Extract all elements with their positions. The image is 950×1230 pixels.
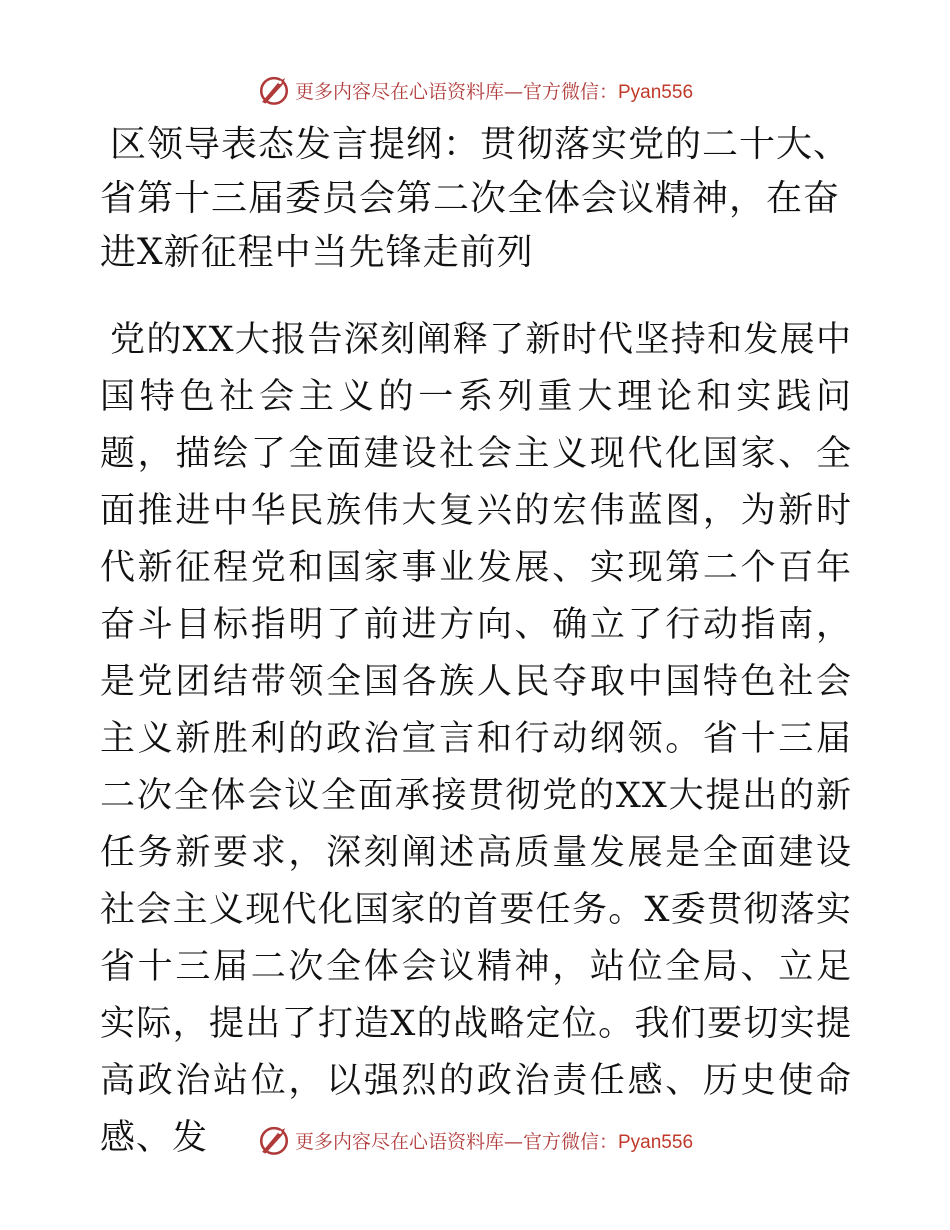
banner-wechat-id: Pyan556 [618,1131,694,1153]
banner-promo-text: 更多内容尽在心语资料库—官方微信： [294,1130,618,1153]
pen-nib-logo-icon [257,1123,291,1157]
banner-wechat-id: Pyan556 [618,81,694,103]
banner-text [295,77,693,104]
document-paragraph: 党的XX大报告深刻阐释了新时代坚持和发展中国特色社会主义的一系列重大理论和实践问题，描绘了全面建设社会主义现代化国家、全面推进中华民族伟大复兴的宏伟蓝图，为新时代新征程党和国家事业发展、实现第二个百年奋斗目标指明了前进方向、确立了行动指南，是党团结带领全国各族人民夺取中国特色社会主义新胜利的政治宣言和行动纲领。省十三届二次全体会议全面承接贯彻党的XX大提出的新任务新要求，深刻阐述高质量发展是全面建设社会主义现代化国家的首要任务。X委贯彻落实省十三届二次全体会议精神，站位全局、立足实际，提出了打造X的战略定位。我们要切实提高政治站位，以强烈的政治责任感、历史使命感、发 [100,320,852,1158]
document-title: 区领导表态发言提纲：贯彻落实党的二十大、省第十三届委员会第二次全体会议精神，在奋进X新征程中当先锋走前列 [100,124,851,273]
footer-watermark-banner [0,1118,950,1162]
pen-nib-logo-icon [257,73,291,107]
header-watermark-banner [0,68,950,112]
banner-text [295,1127,693,1154]
banner-promo-text: 更多内容尽在心语资料库—官方微信： [294,80,618,103]
